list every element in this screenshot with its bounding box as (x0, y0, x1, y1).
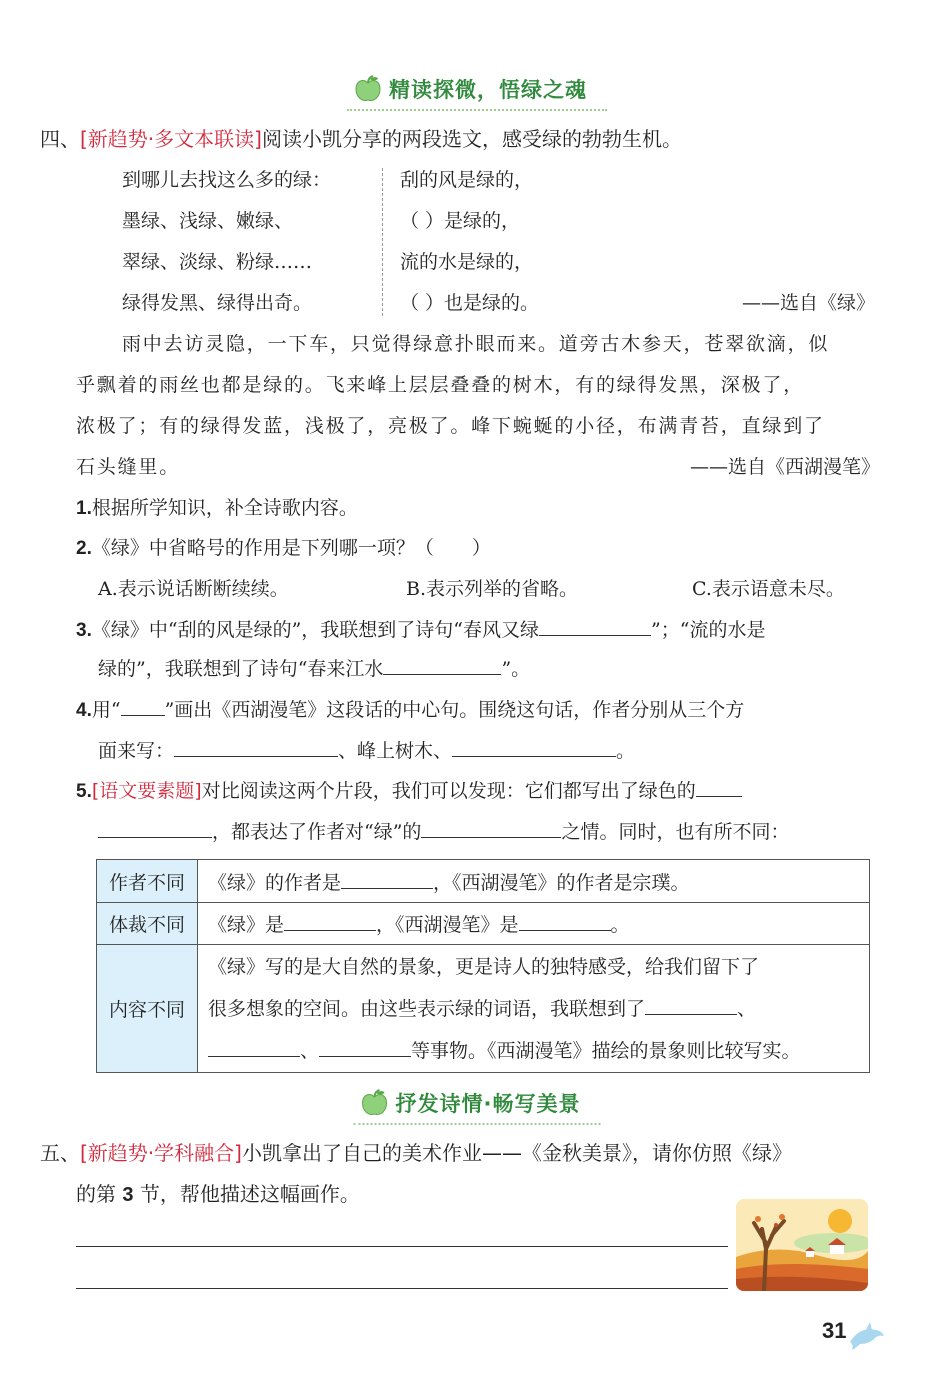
answer-blank[interactable] (284, 912, 376, 931)
table-row (97, 945, 870, 1073)
apple-icon (360, 1088, 390, 1118)
section-banner-reading (0, 74, 940, 110)
prose-line: 雨中去访灵隐，一下车，只觉得绿意扑眼而来。道旁古木参天，苍翠欲滴，似 (122, 333, 830, 355)
q5-heading: 五、[新趋势·学科融合]小凯拿出了自己的美术作业——《金秋美景》，请你仿照《绿》 (40, 1141, 792, 1165)
answer-blank[interactable] (539, 617, 651, 636)
writing-line[interactable] (76, 1288, 728, 1289)
question-3: 3.《绿》中“刮的风是绿的”，我联想到了诗句“春风又绿 ”；“流的水是 (76, 619, 766, 641)
q4-number: 四、 (40, 127, 80, 151)
writing-line[interactable] (76, 1246, 728, 1247)
poem-left-line: 墨绿、浅绿、嫩绿、 (122, 210, 294, 232)
section-title: 抒发诗情·畅写美景 (395, 1092, 581, 1116)
question-1: 1.根据所学知识，补全诗歌内容。 (76, 497, 358, 519)
poem-blank-line-1[interactable]: （ ）是绿的， (400, 210, 521, 232)
answer-blank[interactable] (174, 738, 338, 757)
question-4: 4.用“ ”画出《西湖漫笔》这段话的中心句。围绕这句话，作者分别从三个方 (76, 699, 745, 721)
answer-blank[interactable] (319, 1038, 411, 1057)
prose-source: ——选自《西湖漫笔》 (690, 456, 881, 478)
answer-blank[interactable] (98, 819, 212, 838)
question-4-cont: 面来写： 、峰上树木、 。 (98, 740, 636, 762)
question-5-cont: ，都表达了作者对“绿”的 之情。同时，也有所不同： (98, 819, 789, 845)
answer-blank[interactable] (452, 738, 616, 757)
answer-blank[interactable] (341, 870, 433, 889)
prose-line: 乎飘着的雨丝也都是绿的。飞来峰上层层叠叠的树木，有的绿得发黑，深极了， (76, 374, 805, 396)
section-banner-writing (0, 1088, 940, 1124)
q5-heading-cont: 的第 3 节，帮他描述这幅画作。 (76, 1182, 360, 1206)
question-5: 5.[语文要素题]对比阅读这两个片段，我们可以发现：它们都写出了绿色的 (76, 778, 742, 805)
poem-blank-line-2[interactable]: （ ）也是绿的。 (400, 292, 540, 314)
q4-prompt: 阅读小凯分享的两段选文，感受绿的勃勃生机。 (261, 127, 682, 151)
prose-line: 浓极了；有的绿得发蓝，浅极了，亮极了。峰下蜿蜒的小径，布满青苔，直绿到了 (76, 415, 825, 437)
comparison-table (96, 859, 870, 1073)
q2-option-c[interactable]: C.表示语意未尽。 (692, 578, 845, 600)
q4-heading (40, 126, 682, 152)
question-2: 2.《绿》中省略号的作用是下列哪一项？（ ） (76, 537, 491, 559)
autumn-painting-image (736, 1199, 868, 1291)
poem-left-line: 到哪儿去找这么多的绿： (122, 169, 332, 191)
answer-blank[interactable] (383, 656, 501, 675)
table-cell: 《绿》的作者是 ，《西湖漫笔》的作者是宗璞。 (198, 860, 870, 903)
poem-divider (382, 168, 383, 316)
row-header: 内容不同 (97, 945, 198, 1073)
answer-blank[interactable] (421, 819, 561, 838)
answer-blank[interactable] (519, 912, 611, 931)
answer-blank[interactable] (645, 996, 737, 1015)
answer-blank[interactable] (208, 1038, 300, 1057)
poem-left-line: 翠绿、淡绿、粉绿…… (122, 251, 313, 273)
table-row (97, 860, 870, 903)
question-3-cont: 绿的”，我联想到了诗句“春来江水 ”。 (98, 658, 531, 680)
table-cell: 《绿》写的是大自然的景象，更是诗人的独特感受，给我们留下了 很多想象的空间。由这些表示绿的词语，我联想到了 、 、 等事物。《西湖漫笔》描绘的景象则比较写实。 (198, 945, 870, 1073)
row-header: 体裁不同 (97, 903, 198, 945)
answer-blank[interactable] (696, 778, 742, 797)
poem-left-line: 绿得发黑、绿得出奇。 (122, 292, 313, 314)
q4-tag: [新趋势·多文本联读] (80, 127, 262, 151)
q2-option-b[interactable]: B.表示列举的省略。 (406, 578, 579, 600)
apple-icon (353, 74, 383, 104)
poem-right-line: 刮的风是绿的， (400, 169, 534, 191)
table-row (97, 903, 870, 945)
q2-option-a[interactable]: A.表示说话断断续续。 (98, 578, 289, 600)
answer-blank[interactable] (121, 697, 165, 716)
section-title: 精读探微，悟绿之魂 (389, 78, 587, 102)
page-number: 31 (822, 1318, 847, 1343)
dolphin-icon (846, 1318, 886, 1354)
poem-right-line: 流的水是绿的， (400, 251, 534, 273)
table-cell: 《绿》是 ，《西湖漫笔》是 。 (198, 903, 870, 945)
prose-line: 石头缝里。 (76, 456, 181, 478)
row-header: 作者不同 (97, 860, 198, 903)
poem-source: ——选自《绿》 (742, 292, 876, 314)
